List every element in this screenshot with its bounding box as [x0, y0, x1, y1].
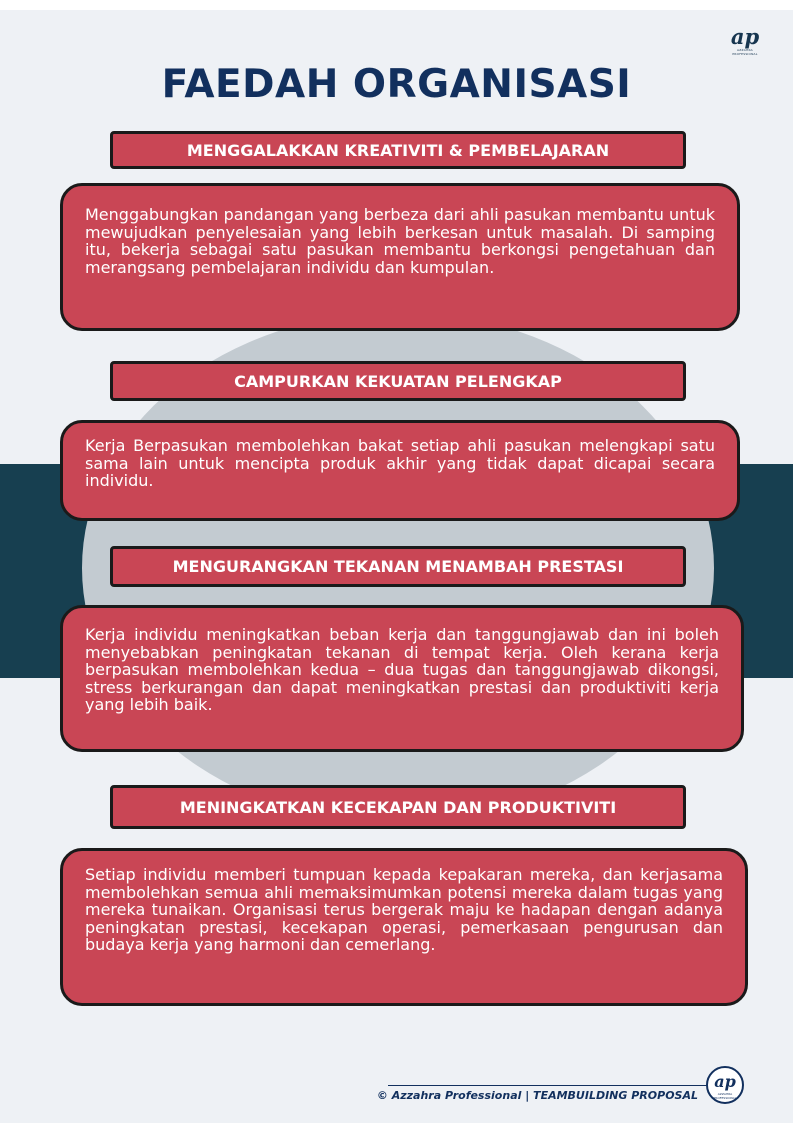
- section-heading-kreativiti: MENGGALAKKAN KREATIVITI & PEMBELAJARAN: [110, 131, 686, 169]
- page-title: FAEDAH ORGANISASI: [161, 62, 632, 107]
- section-body-kekuatan: [60, 420, 740, 521]
- section-heading-kekuatan: CAMPURKAN KEKUATAN PELENGKAP: [110, 361, 686, 401]
- footer-logo-mark: ap: [714, 1072, 736, 1091]
- section-heading-tekanan: MENGURANGKAN TEKANAN MENAMBAH PRESTASI: [110, 546, 686, 587]
- logo-mark: ap: [730, 24, 760, 49]
- section-text: Setiap individu memberi tumpuan kepada kepakaran mereka, dan kerjasama membolehkan semua ahli memaksimumkan potensi mereka dalam tugas yang mereka tunaikan. Organisasi terus bergerak maju ke hadapan dengan adanya peningkatan prestasi, kecekapan operasi, pemerkasaan pengurusan dan budaya kerja yang harmoni dan cemerlang.: [85, 865, 723, 954]
- footer-text: © Azzahra Professional | TEAMBUILDING PROPOSAL: [376, 1089, 698, 1102]
- footer-logo: [706, 1066, 744, 1104]
- section-body-tekanan: [60, 605, 744, 752]
- section-body-kecekapan: [60, 848, 748, 1006]
- section-text: Kerja Berpasukan membolehkan bakat setiap ahli pasukan melengkapi satu sama lain untuk mencipta produk akhir yang tidak dapat dicapai secara individu.: [85, 436, 715, 490]
- logo-subtitle: AZZAHRA PROFESSIONAL: [732, 48, 758, 56]
- brand-logo: [727, 26, 763, 56]
- section-text: Menggabungkan pandangan yang berbeza dari ahli pasukan membantu untuk mewujudkan penyelesaian yang lebih berkesan untuk masalah. Di samping itu, bekerja sebagai satu pasukan membantu berkongsi pengetahuan dan merangsang pembelajaran individu dan kumpulan.: [85, 205, 715, 277]
- footer-logo-subtitle: AZZAHRA PROFESSIONAL: [713, 1092, 737, 1100]
- section-body-kreativiti: [60, 183, 740, 331]
- footer-divider: [388, 1085, 712, 1086]
- section-heading-kecekapan: MENINGKATKAN KECEKAPAN DAN PRODUKTIVITI: [110, 785, 686, 829]
- section-text: Kerja individu meningkatkan beban kerja dan tanggungjawab dan ini boleh menyebabkan peningkatan tekanan di tempat kerja. Oleh kerana kerja berpasukan membolehkan kedua – dua tugas dan tanggungjawab dikongsi, stress berkurangan dan dapat meningkatkan prestasi dan produktiviti kerja yang lebih baik.: [85, 625, 719, 714]
